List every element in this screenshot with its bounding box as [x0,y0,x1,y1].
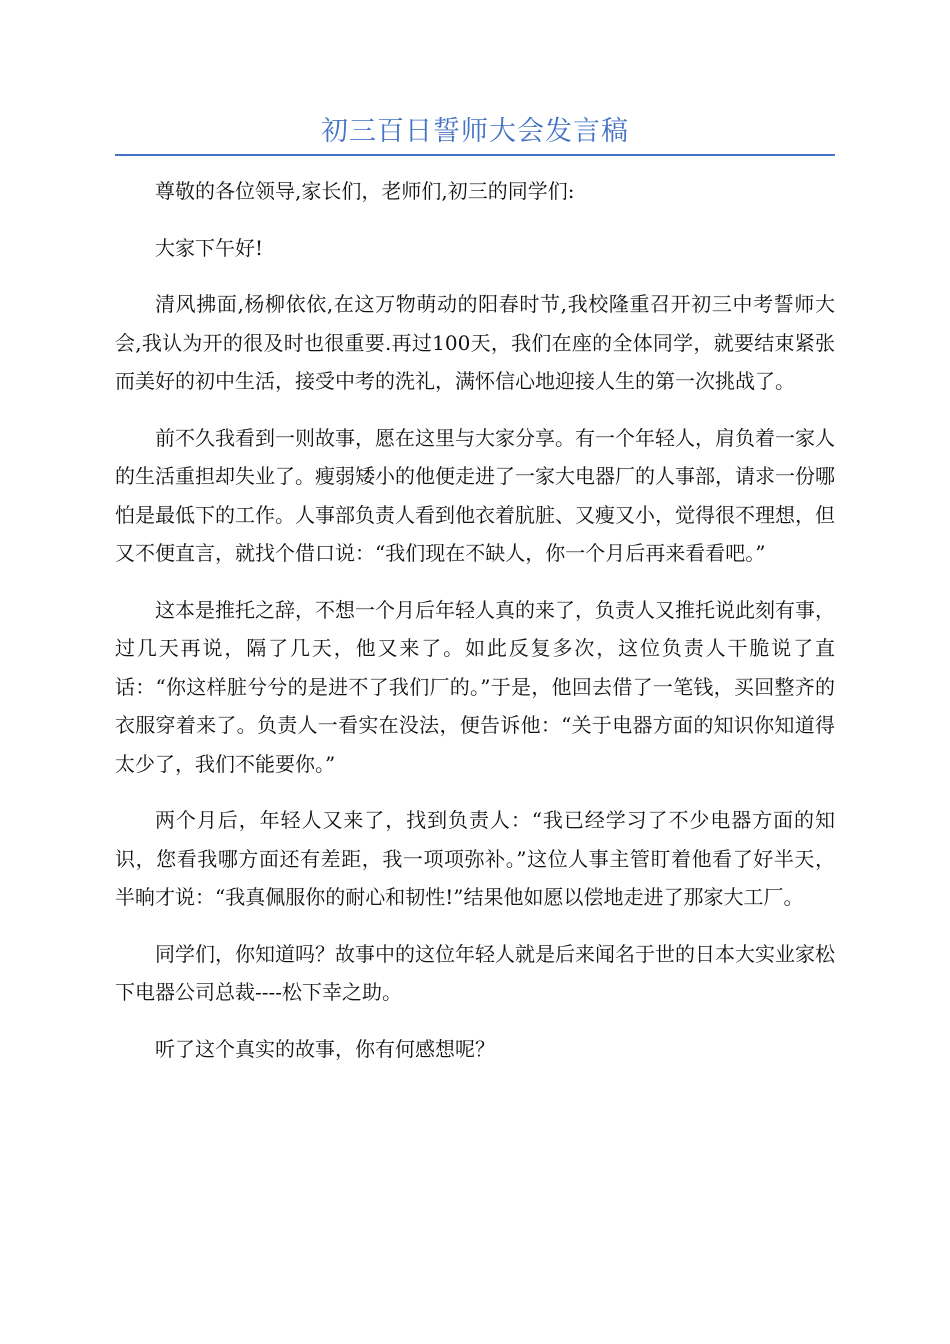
paragraph-greeting: 大家下午好! [155,235,264,260]
paragraph-question: 听了这个真实的故事，你有何感想呢？ [155,1036,495,1061]
paragraph-salutation: 尊敬的各位领导,家长们，老师们,初三的同学们: [155,179,575,203]
paragraph-story-2: 这本是推托之辞，不想一个月后年轻人真的来了，负责人又推托说此刻有事，过几天再说，隔了几天，他又来了。如此反复多次，这位负责人干脆说了直话：“你这样脏兮兮的是进不了我们厂的。”于是，他回去借了一笔钱，买回整齐的衣服穿着来了。负责人一看实在没法，便告诉他：“关于电器方面的知识你知道得太少了，我们不能要你。” [115,597,835,776]
document-title: 初三百日誓师大会发言稿 [321,116,629,147]
paragraph-story-3: 两个月后，年轻人又来了，找到负责人：“我已经学习了不少电器方面的知识，您看我哪方面还有差距，我一项项弥补。”这位人事主管盯着他看了好半天，半晌才说：“我真佩服你的耐心和韧性!”结果他如愿以偿地走进了那家大工厂。 [115,808,835,909]
paragraph-reveal: 同学们，你知道吗？故事中的这位年轻人就是后来闻名于世的日本大实业家松下电器公司总裁----松下幸之助。 [115,941,835,1004]
document-body [115,172,835,1086]
paragraph-intro: 清风拂面,杨柳依依,在这万物萌动的阳春时节,我校隆重召开初三中考誓师大会,我认为开的很及时也很重要.再过100天，我们在座的全体同学，就要结束紧张而美好的初中生活，接受中考的洗礼，满怀信心地迎接人生的第一次挑战了。 [115,292,835,393]
paragraph-story-1: 前不久我看到一则故事，愿在这里与大家分享。有一个年轻人，肩负着一家人的生活重担却失业了。瘦弱矮小的他便走进了一家大电器厂的人事部，请求一份哪怕是最低下的工作。人事部负责人看到他衣着肮脏、又瘦又小，觉得很不理想，但又不便直言，就找个借口说：“我们现在不缺人，你一个月后再来看看吧。” [115,425,835,565]
title-underline [115,154,835,156]
